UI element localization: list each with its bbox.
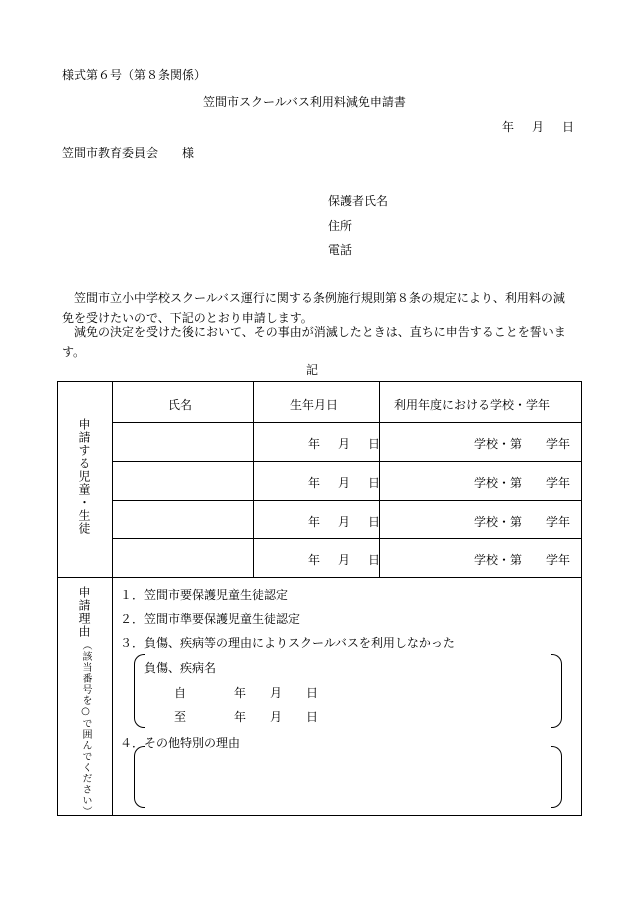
- addressee: 笠間市教育委員会 様: [62, 146, 195, 160]
- header-school-grade: 利用年度における学校・学年: [394, 398, 551, 412]
- reason-section-note: （該当番号を○で囲んでください）: [80, 640, 91, 817]
- date-line: 年 月 日: [502, 120, 578, 134]
- other-bracket-left: [134, 746, 145, 808]
- label-column-divider: [112, 382, 113, 815]
- row-3-birthdate: 年 月 日: [308, 515, 384, 529]
- document-title: 笠間市スクールバス利用料減免申請書: [203, 95, 406, 109]
- row-2-school: 学校・第 学年: [474, 476, 571, 490]
- row-4-birthdate: 年 月 日: [308, 553, 384, 567]
- body-paragraph-2: 減免の決定を受けた後において、その事由が消滅したときは、直ちに申告することを誓います。: [62, 325, 566, 359]
- header-birthdate: 生年月日: [290, 398, 339, 412]
- form-number: 様式第６号（第８条関係）: [62, 68, 207, 82]
- row-3-school: 学校・第 学年: [474, 515, 571, 529]
- column-divider: [253, 382, 254, 577]
- row-divider: [112, 461, 581, 462]
- header-name: 氏名: [168, 398, 193, 412]
- reason-option-3: ３．負傷、疾病等の理由によりスクールバスを利用しなかった: [120, 636, 455, 650]
- students-section-label: 申請する児童・生徒: [77, 418, 91, 535]
- reason-option-1: １．笠間市要保護児童生徒認定: [120, 588, 289, 602]
- other-bracket-right: [551, 746, 562, 808]
- injury-name-label: 負傷、疾病名: [144, 661, 217, 675]
- ki-label: 記: [306, 363, 319, 377]
- applicant-name-label: 保護者氏名: [328, 194, 389, 208]
- reason-option-2: ２．笠間市準要保護児童生徒認定: [120, 612, 301, 626]
- body-paragraph-1: 笠間市立小中学校スクールバス運行に関する条例施行規則第８条の規定により、利用料の減免を受けたいので、下記のとおり申請します。: [62, 291, 565, 325]
- row-2-birthdate: 年 月 日: [308, 476, 384, 490]
- section-divider: [58, 577, 581, 578]
- reason-section-label: 申請理由: [77, 586, 91, 638]
- application-table: [57, 381, 582, 816]
- row-4-school: 学校・第 学年: [474, 553, 571, 567]
- row-divider: [112, 538, 581, 539]
- applicant-address-label: 住所: [328, 219, 353, 233]
- row-divider: [112, 422, 581, 423]
- applicant-phone-label: 電話: [328, 243, 353, 257]
- row-divider: [112, 500, 581, 501]
- injury-bracket-right: [551, 654, 562, 728]
- row-1-school: 学校・第 学年: [474, 437, 571, 451]
- reason-option-4: ４．その他特別の理由: [120, 736, 241, 750]
- period-from-line: 自 年 月 日: [174, 686, 319, 700]
- row-1-birthdate: 年 月 日: [308, 437, 384, 451]
- period-to-line: 至 年 月 日: [174, 710, 319, 724]
